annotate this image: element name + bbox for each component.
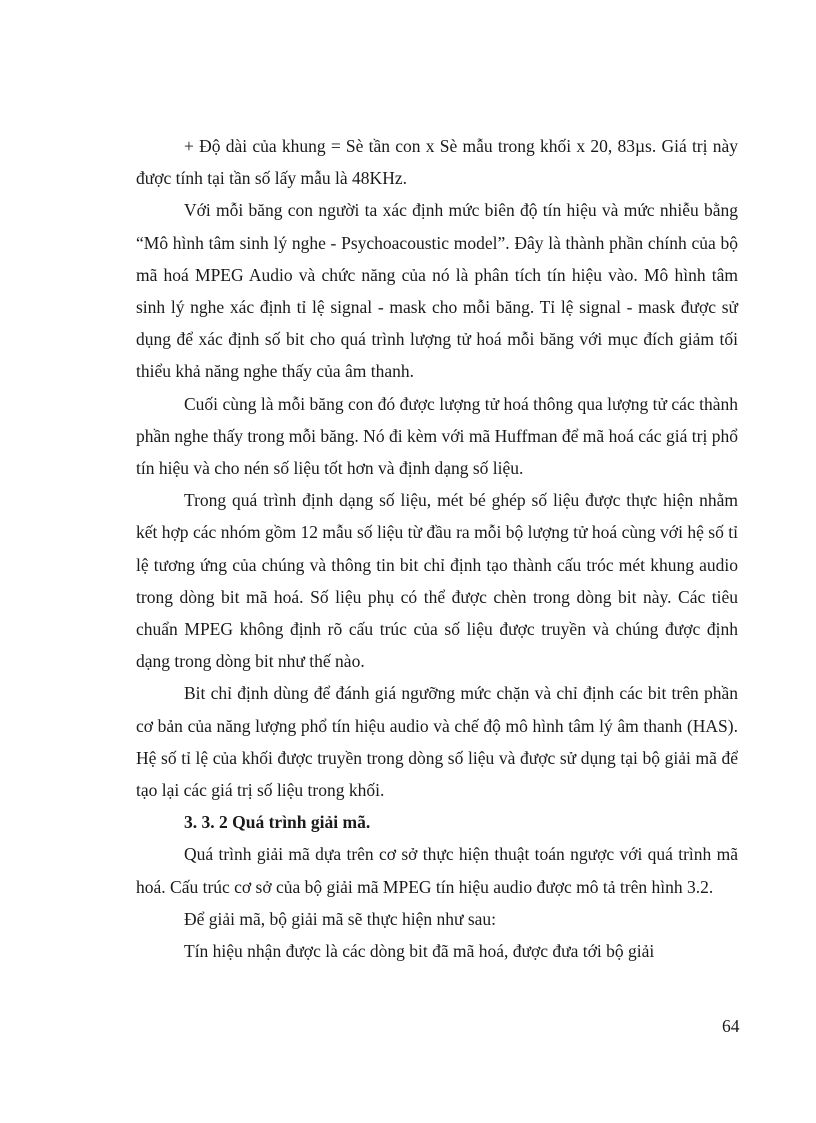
section-heading-decoding: 3. 3. 2 Quá trình giải mã. bbox=[184, 812, 371, 833]
paragraph-quantization: Cuối cùng là mỗi băng con đó được lượng tử hoá thông qua lượng tử các thành phần nghe thấy trong mỗi băng. Nó đi kèm với mã Huffman để mã hoá các giá trị phổ tín hiệu và cho nén số liệu tốt hơn và định dạng số liệu. bbox=[136, 393, 738, 479]
page-number: 64 bbox=[722, 1016, 740, 1036]
paragraph-decoding-steps: Để giải mã, bộ giải mã sẽ thực hiện như sau: bbox=[184, 908, 497, 929]
paragraph-decoding-intro: Quá trình giải mã dựa trên cơ sở thực hiện thuật toán ngược với quá trình mã hoá. Cấu trúc cơ sở của bộ giải mã MPEG tín hiệu audio được mô tả trên hình 3.2. bbox=[136, 844, 738, 897]
page-body bbox=[136, 130, 738, 967]
paragraph-psychoacoustic-model: Với mỗi băng con người ta xác định mức biên độ tín hiệu và mức nhiễu bằng “Mô hình tâm sinh lý nghe - Psychoacoustic model”. Đây là thành phần chính của bộ mã hoá MPEG Audio và chức năng của nó là phân tích tín hiệu vào. Mô hình tâm sinh lý nghe xác định tỉ lệ signal - mask cho mỗi băng. Tỉ lệ signal - mask được sử dụng để xác định số bit cho quá trình lượng tử hoá mỗi băng với mục đích giảm tối thiểu khả năng nghe thấy của âm thanh. bbox=[136, 200, 738, 382]
paragraph-bit-allocation: Bit chỉ định dùng để đánh giá ngưỡng mức chặn và chỉ định các bit trên phần cơ bản của năng lượng phổ tín hiệu audio và chế độ mô hình tâm lý âm thanh (HAS). Hệ số tỉ lệ của khối được truyền trong dòng số liệu và được sử dụng tại bộ giải mã để tạo lại các giá trị số liệu trong khối. bbox=[136, 683, 738, 801]
paragraph-data-formatting: Trong quá trình định dạng số liệu, mét bé ghép số liệu được thực hiện nhằm kết hợp các nhóm gồm 12 mẫu số liệu từ đầu ra mỗi bộ lượng tử hoá cùng với hệ số tỉ lệ tương ứng của chúng và thông tin bit chỉ định tạo thành cấu tróc mét khung audio trong dòng bit mã hoá. Số liệu phụ có thể được chèn trong dòng bit này. Các tiêu chuẩn MPEG không định rõ cấu trúc của số liệu được truyền và chúng được định dạng trong dòng bit như thế nào. bbox=[136, 490, 738, 672]
paragraph-frame-length: + Độ dài của khung = Sè tần con x Sè mẫu trong khối x 20, 83µs. Giá trị này được tính tại tần số lấy mẫu là 48KHz. bbox=[136, 136, 738, 189]
paragraph-received-signal: Tín hiệu nhận được là các dòng bit đã mã hoá, được đưa tới bộ giải bbox=[184, 941, 655, 962]
